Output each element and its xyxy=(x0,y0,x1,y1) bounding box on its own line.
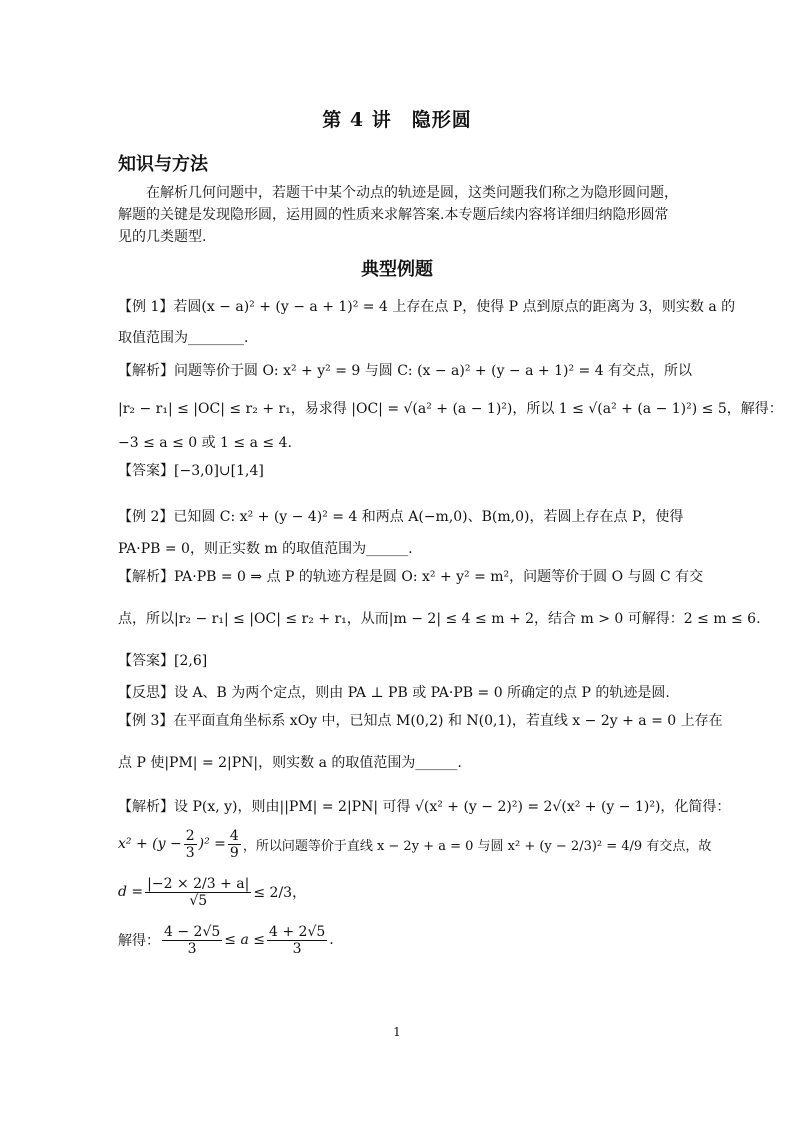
result-right-denominator: 3 xyxy=(292,940,302,957)
distance-rhs: ≤ 2/3， xyxy=(253,885,307,901)
equation-part: )² = xyxy=(198,836,226,852)
page-number: 1 xyxy=(393,1025,401,1039)
example-2-line-1: 【例 2】已知圆 C: x² + (y − 4)² = 4 和两点 A(−m,0)、B(m,0)，若圆上存在点 P，使得 xyxy=(118,509,684,525)
section-heading-knowledge: 知识与方法 xyxy=(118,154,208,175)
example-1-solution-3: −3 ≤ a ≤ 0 或 1 ≤ a ≤ 4. xyxy=(118,435,292,451)
distance-numerator: |−2 × 2/3 + a| xyxy=(147,875,250,892)
fraction xyxy=(228,828,241,861)
fraction-denominator: 9 xyxy=(229,844,239,861)
example-2-solution-1: 【解析】PA·PB = 0 ⇒ 点 P 的轨迹方程是圆 O: x² + y² = m²，问题等价于圆 O 与圆 C 有交 xyxy=(118,569,704,585)
result-label: 解得： xyxy=(118,933,160,949)
example-2-solution-2: 点，所以|r₂ − r₁| ≤ |OC| ≤ r₂ + r₁，从而|m − 2| ≤ 4 ≤ m + 2，结合 m > 0 可解得：2 ≤ m ≤ 6. xyxy=(118,611,761,627)
fraction-denominator: 3 xyxy=(185,844,195,861)
example-2-reflection: 【反思】设 A、B 为两个定点，则由 PA ⊥ PB 或 PA·PB = 0 所确定的点 P 的轨迹是圆. xyxy=(118,685,670,701)
example-2-line-2: PA·PB = 0，则正实数 m 的取值范围为______. xyxy=(118,541,413,557)
result-left-denominator: 3 xyxy=(187,940,197,957)
result-middle: ≤ a ≤ xyxy=(224,932,265,948)
example-3-solution-2 xyxy=(118,826,712,862)
example-1-solution-2: |r₂ − r₁| ≤ |OC| ≤ r₂ + r₁，易求得 |OC| = √(a² + (a − 1)²)，所以 1 ≤ √(a² + (a − 1)²) ≤ 5，解得： xyxy=(118,401,783,417)
result-right-numerator: 4 + 2√5 xyxy=(269,923,326,940)
example-1-line-2: 取值范围为________. xyxy=(118,330,249,346)
distance-denominator: √5 xyxy=(189,892,208,909)
intro-line-1: 在解析几何问题中，若题干中某个动点的轨迹是圆，这类问题我们称之为隐形圆问题， xyxy=(146,185,678,201)
result-line xyxy=(118,920,678,960)
example-3-line-2: 点 P 使|PM| = 2|PN|，则实数 a 的取值范围为______. xyxy=(118,755,462,771)
equation-part: ，所以问题等价于直线 x − 2y + a = 0 与圆 x² + (y − 2/3)² = 4/9 有交点，故 xyxy=(242,838,712,854)
lecture-title: 第 4 讲 隐形圆 xyxy=(322,109,472,131)
example-1-line-1: 【例 1】若圆(x − a)² + (y − a + 1)² = 4 上存在点 P，使得 P 点到原点的距离为 3，则实数 a 的 xyxy=(118,299,736,315)
example-3-solution-1: 【解析】设 P(x, y)，则由||PM| = 2|PN| 可得 √(x² + (y − 2)²) = 2√(x² + (y − 1)²)，化简得： xyxy=(118,799,731,815)
result-left-numerator: 4 − 2√5 xyxy=(164,923,221,940)
example-1-solution-1: 【解析】问题等价于圆 O: x² + y² = 9 与圆 C: (x − a)² + (y − a + 1)² = 4 有交点，所以 xyxy=(118,363,693,379)
equation-part: x² + (y − xyxy=(118,836,182,852)
intro-line-3: 见的几类题型. xyxy=(118,229,207,245)
result-right-fraction xyxy=(267,924,327,957)
example-3-line-1: 【例 3】在平面直角坐标系 xOy 中，已知点 M(0,2) 和 N(0,1)，若直线 x − 2y + a = 0 上存在 xyxy=(118,713,723,729)
distance-formula xyxy=(118,872,678,912)
fraction xyxy=(184,828,197,861)
result-end: . xyxy=(329,932,334,948)
distance-lhs: d = xyxy=(118,884,144,900)
result-left-fraction xyxy=(162,924,222,957)
fraction-numerator: 2 xyxy=(185,827,195,844)
example-2-answer: 【答案】[2,6] xyxy=(118,653,208,669)
distance-fraction xyxy=(145,876,251,909)
intro-line-2: 解题的关键是发现隐形圆，运用圆的性质来求解答案.本专题后续内容将详细归纳隐形圆常 xyxy=(118,207,669,223)
fraction-numerator: 4 xyxy=(229,827,239,844)
example-1-answer: 【答案】[−3,0]∪[1,4] xyxy=(118,463,264,479)
section-heading-examples: 典型例题 xyxy=(361,259,433,280)
